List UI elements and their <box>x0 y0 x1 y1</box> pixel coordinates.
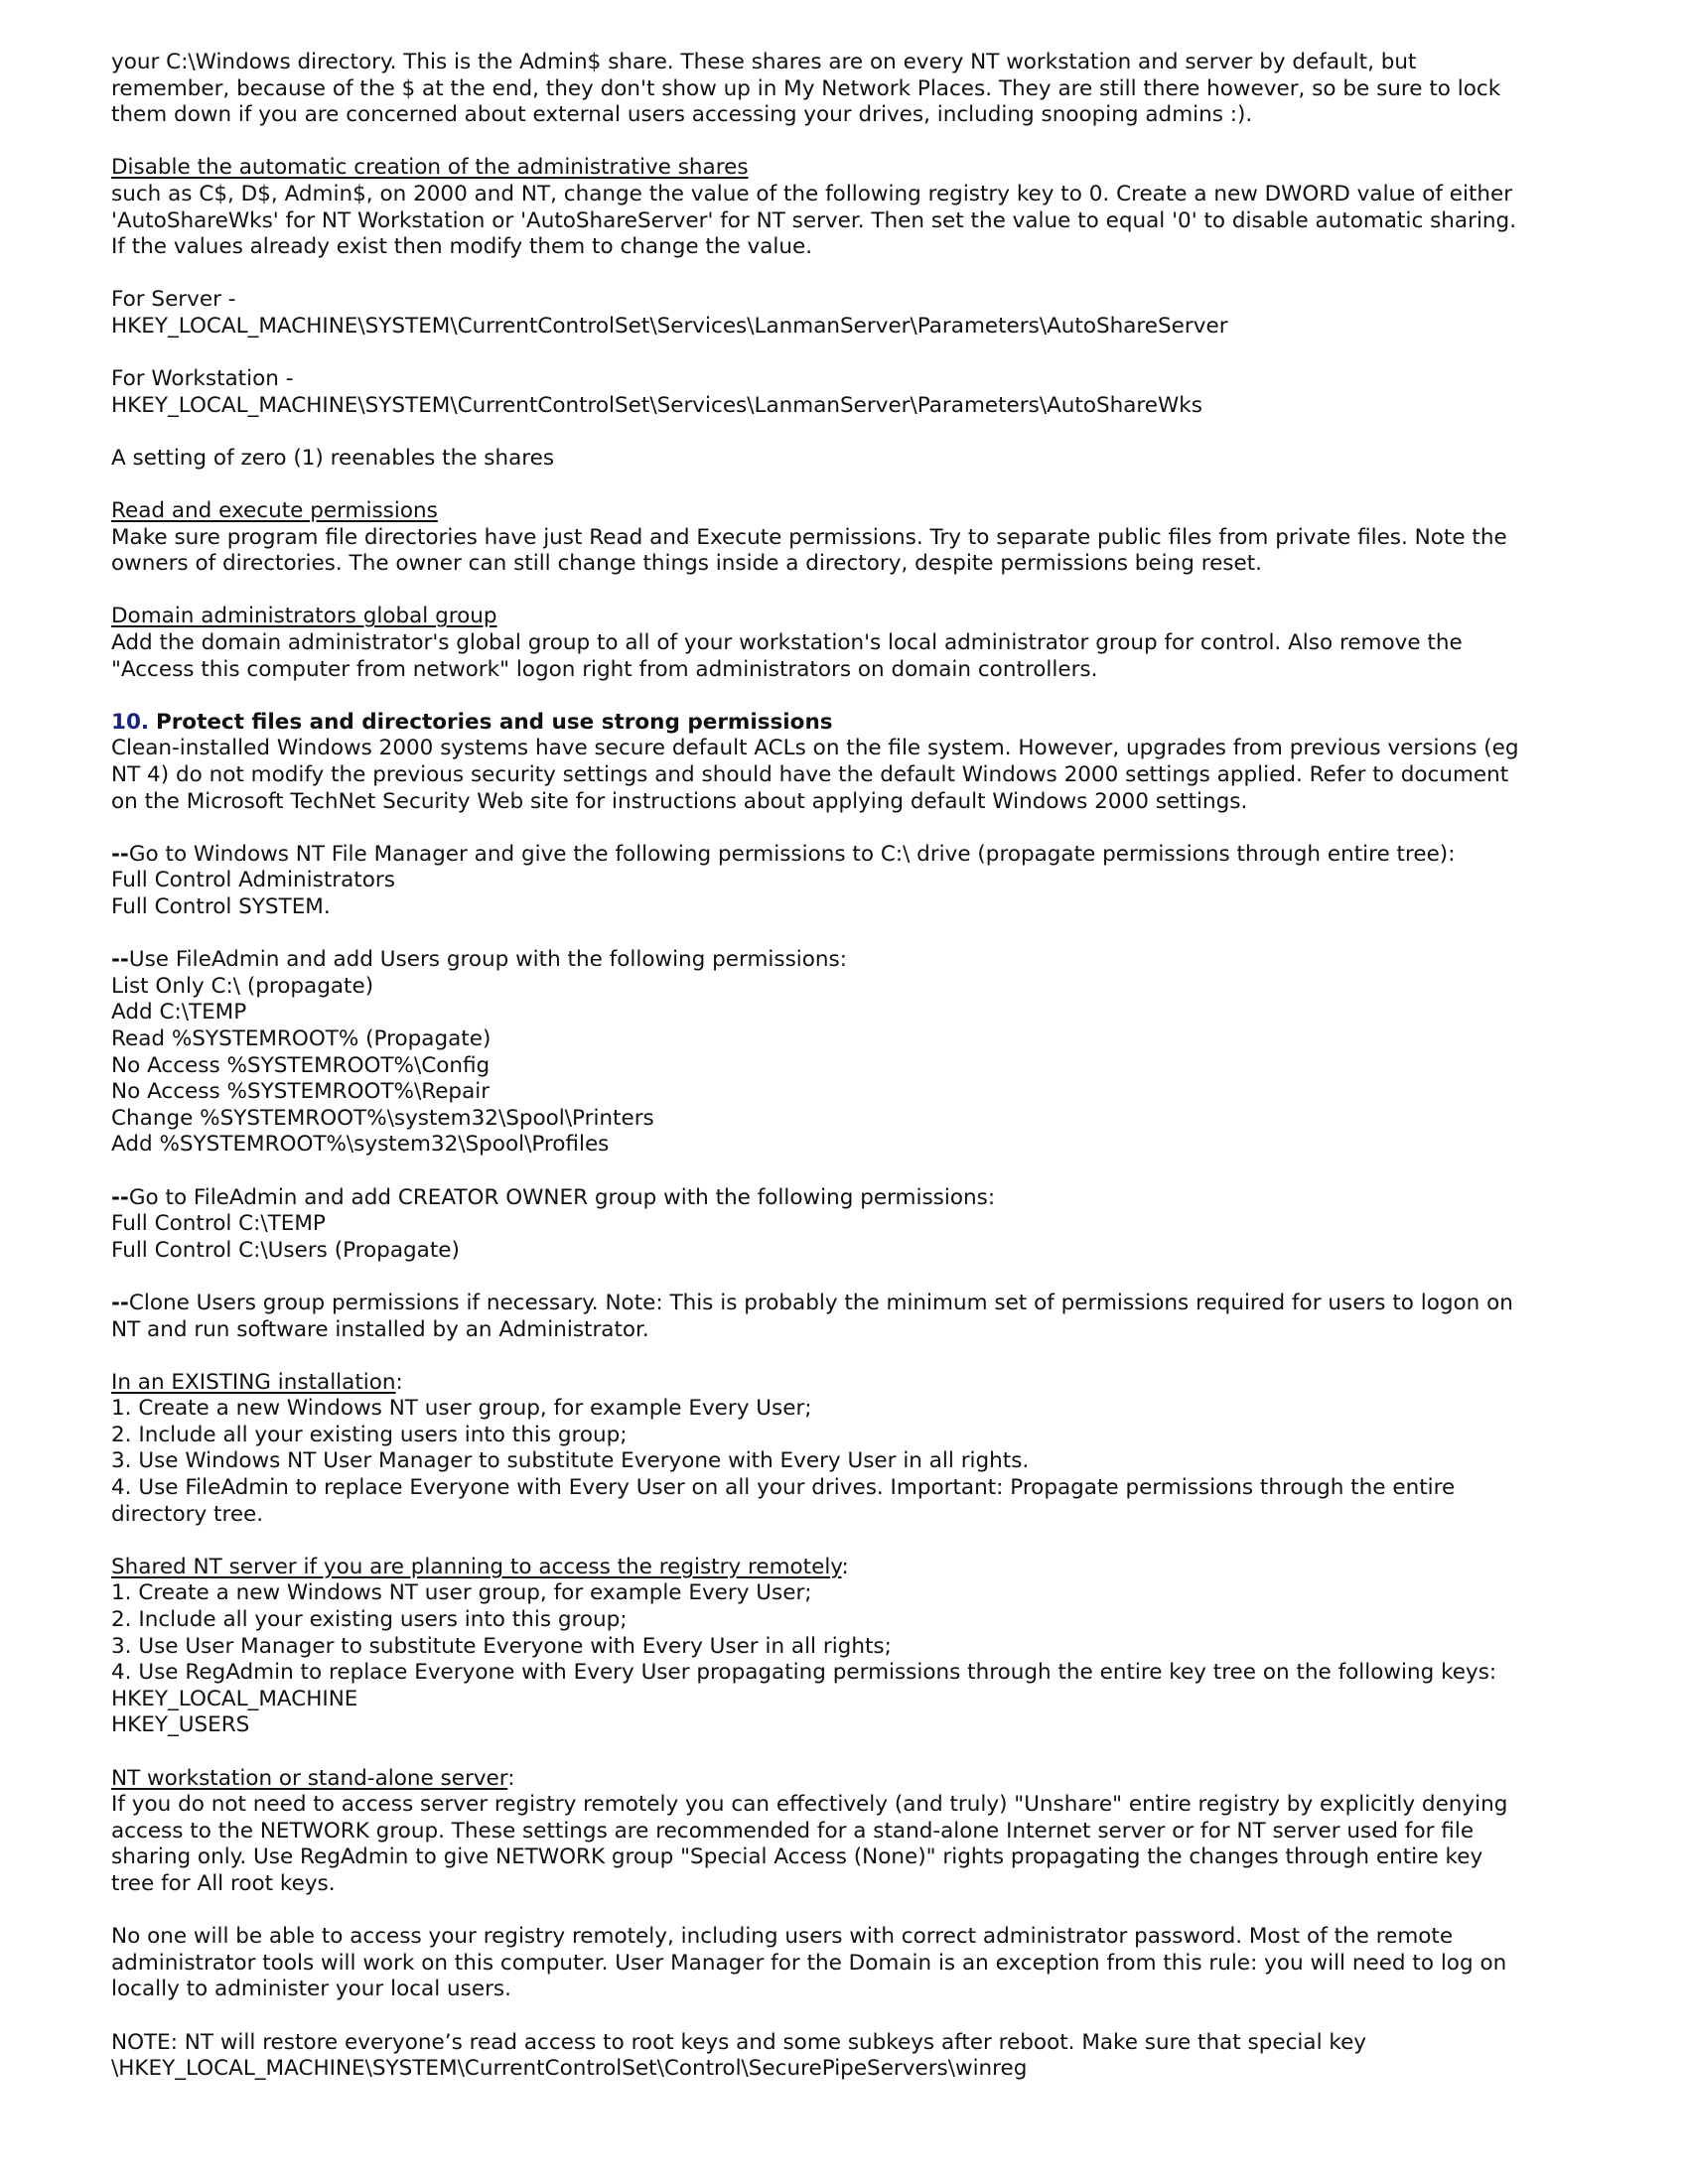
reenable-note: A setting of zero (1) reenables the shares <box>111 445 555 471</box>
existing-installation-section <box>111 1370 1601 1529</box>
users-group-block <box>111 947 1601 1159</box>
section-number: 10. <box>111 709 150 735</box>
text-line: No one will be able to access your registry remotely, including users with correct administrator password. Most of the remote <box>111 1924 1454 1950</box>
auto-share-heading: Disable the automatic creation of the administrative shares <box>111 155 749 181</box>
text-line: owners of directories. The owner can still change things inside a directory, despite permissions being reset. <box>111 551 1263 577</box>
users-group-intro <box>111 947 1601 974</box>
section-10 <box>111 710 1601 815</box>
existing-title: In an EXISTING installation <box>111 1369 396 1395</box>
intro-text: Use FileAdmin and add Users group with the following permissions: <box>128 947 848 973</box>
text-line: your C:\Windows directory. This is the Admin$ share. These shares are on every NT workstation and server by default, but <box>111 50 1417 74</box>
permission-item: No Access %SYSTEMROOT%\Repair <box>111 1079 491 1105</box>
dash-marker: -- <box>111 841 129 867</box>
permission-item: Full Control C:\TEMP <box>111 1211 326 1237</box>
clone-block <box>111 1291 1601 1343</box>
workstation-label: For Workstation - <box>111 366 294 392</box>
permission-item: Full Control SYSTEM. <box>111 894 331 919</box>
list-item: 3. Use User Manager to substitute Everyone with Every User in all rights; <box>111 1633 892 1659</box>
text-line: NT and run software installed by an Administrator. <box>111 1316 649 1342</box>
list-item: 2. Include all your existing users into this group; <box>111 1607 628 1633</box>
permission-item: Full Control C:\Users (Propagate) <box>111 1237 460 1263</box>
spacer <box>111 683 1601 710</box>
creator-owner-block <box>111 1185 1601 1265</box>
dash-marker: -- <box>111 1184 129 1210</box>
text-line: sharing only. Use RegAdmin to give NETWORK group "Special Access (None)" rights propagating the changes through entire key <box>111 1844 1483 1870</box>
spacer <box>111 921 1601 948</box>
permission-item: No Access %SYSTEMROOT%\Config <box>111 1052 491 1078</box>
shared-server-heading <box>111 1555 1601 1581</box>
domain-admins-heading: Domain administrators global group <box>111 604 497 629</box>
registry-key: HKEY_LOCAL_MACHINE <box>111 1686 358 1711</box>
permission-item: List Only C:\ (propagate) <box>111 973 374 999</box>
standalone-heading <box>111 1766 1601 1793</box>
list-item: 2. Include all your existing users into this group; <box>111 1422 628 1447</box>
shared-server-section <box>111 1555 1601 1739</box>
permission-item: Read %SYSTEMROOT% (Propagate) <box>111 1025 492 1051</box>
text-line: access to the NETWORK group. These settings are recommended for a stand-alone Internet server or for NT server used for file <box>111 1818 1475 1843</box>
spacer <box>111 261 1601 288</box>
text-line: Clean-installed Windows 2000 systems have secure default ACLs on the file system. However, upgrades from previous versions (eg <box>111 736 1519 761</box>
clone-text: Clone Users group permissions if necessary. Note: This is probably the minimum set of permissions required for users to logon on <box>128 1290 1513 1315</box>
text-line: Make sure program file directories have just Read and Execute permissions. Try to separate public files from private files. Note the <box>111 524 1507 550</box>
standalone-title: NT workstation or stand-alone server <box>111 1765 508 1791</box>
workstation-registry-key: HKEY_LOCAL_MACHINE\SYSTEM\CurrentControlSet\Services\LanmanServer\Parameters\AutoShareWks <box>111 392 1202 418</box>
list-item: directory tree. <box>111 1501 264 1527</box>
shared-server-title: Shared NT server if you are planning to access the registry remotely <box>111 1554 842 1579</box>
spacer <box>111 1159 1601 1185</box>
intro-text: Go to Windows NT File Manager and give the following permissions to C:\ drive (propagate permissions through entire tree): <box>128 841 1456 867</box>
text-line: 'AutoShareWks' for NT Workstation or 'AutoShareServer' for NT server. Then set the value to equal '0' to disable automatic sharing. <box>111 207 1517 233</box>
text-line: Add the domain administrator's global group to all of your workstation's local administrator group for control. Also remove the <box>111 630 1463 656</box>
spacer <box>111 419 1601 446</box>
text-line: If you do not need to access server registry remotely you can effectively (and truly) "Unshare" entire registry by explicitly denying <box>111 1792 1508 1818</box>
section-10-heading <box>111 710 1601 737</box>
document-page <box>111 50 1601 2083</box>
auto-share-section <box>111 155 1601 472</box>
permission-item: Add C:\TEMP <box>111 1000 247 1025</box>
list-item: 4. Use FileAdmin to replace Everyone with Every User on all your drives. Important: Propagate permissions through the entire <box>111 1475 1456 1501</box>
list-item: 3. Use Windows NT User Manager to substitute Everyone with Every User in all rights. <box>111 1448 1030 1474</box>
spacer <box>111 578 1601 605</box>
text-line: such as C$, D$, Admin$, on 2000 and NT, change the value of the following registry key to 0. Create a new DWORD value of either <box>111 181 1513 206</box>
permission-item: Add %SYSTEMROOT%\system32\Spool\Profiles <box>111 1132 610 1158</box>
list-item: 1. Create a new Windows NT user group, for example Every User; <box>111 1396 812 1422</box>
existing-heading <box>111 1370 1601 1397</box>
list-item: 1. Create a new Windows NT user group, for example Every User; <box>111 1580 812 1606</box>
registry-key: HKEY_USERS <box>111 1712 250 1738</box>
text-line: If the values already exist then modify them to change the value. <box>111 234 813 260</box>
spacer <box>111 341 1601 367</box>
text-line: NT 4) do not modify the previous security settings and should have the default Windows 2000 settings applied. Refer to document <box>111 762 1509 788</box>
section-title: Protect files and directories and use strong permissions <box>155 709 833 735</box>
dash-marker: -- <box>111 947 129 973</box>
spacer <box>111 1898 1601 1925</box>
spacer <box>111 129 1601 156</box>
text-line: them down if you are concerned about external users accessing your drives, including snooping admins :). <box>111 102 1253 128</box>
heading-suffix: : <box>841 1554 849 1579</box>
spacer <box>111 1528 1601 1555</box>
spacer <box>111 815 1601 842</box>
file-manager-block <box>111 842 1601 921</box>
text-line: on the Microsoft TechNet Security Web site for instructions about applying default Windows 2000 settings. <box>111 788 1248 814</box>
dash-marker: -- <box>111 1290 129 1315</box>
intro-text: Go to FileAdmin and add CREATOR OWNER group with the following permissions: <box>128 1184 996 1210</box>
clone-line <box>111 1291 1601 1317</box>
note-line: NOTE: NT will restore everyone’s read access to root keys and some subkeys after reboot. Make sure that special key <box>111 2029 1367 2055</box>
text-line: administrator tools will work on this computer. User Manager for the Domain is an exception from this rule: you will need to log on <box>111 1950 1507 1976</box>
file-manager-intro <box>111 842 1601 869</box>
intro-paragraph <box>111 50 1601 129</box>
creator-owner-intro <box>111 1185 1601 1212</box>
read-execute-section <box>111 498 1601 578</box>
spacer <box>111 1264 1601 1291</box>
text-line: locally to administer your local users. <box>111 1977 511 2002</box>
spacer <box>111 2003 1601 2030</box>
note-registry-key: \HKEY_LOCAL_MACHINE\SYSTEM\CurrentControlSet\Control\SecurePipeServers\winreg <box>111 2056 1028 2082</box>
standalone-section <box>111 1766 1601 2083</box>
permission-item: Full Control Administrators <box>111 868 395 893</box>
heading-suffix: : <box>507 1765 515 1791</box>
spacer <box>111 1343 1601 1370</box>
read-execute-heading: Read and execute permissions <box>111 498 438 524</box>
server-label: For Server - <box>111 287 236 313</box>
text-line: tree for All root keys. <box>111 1870 336 1896</box>
list-item: 4. Use RegAdmin to replace Everyone with Every User propagating permissions through the entire key tree on the following keys: <box>111 1660 1497 1686</box>
spacer <box>111 473 1601 499</box>
domain-admins-section <box>111 604 1601 683</box>
spacer <box>111 1739 1601 1766</box>
text-line: "Access this computer from network" logon right from administrators on domain controllers. <box>111 656 1098 682</box>
permission-item: Change %SYSTEMROOT%\system32\Spool\Printers <box>111 1105 654 1131</box>
heading-suffix: : <box>395 1369 403 1395</box>
text-line: remember, because of the $ at the end, they don't show up in My Network Places. They are still there however, so be sure to lock <box>111 75 1501 101</box>
server-registry-key: HKEY_LOCAL_MACHINE\SYSTEM\CurrentControlSet\Services\LanmanServer\Parameters\AutoShareServer <box>111 313 1228 339</box>
